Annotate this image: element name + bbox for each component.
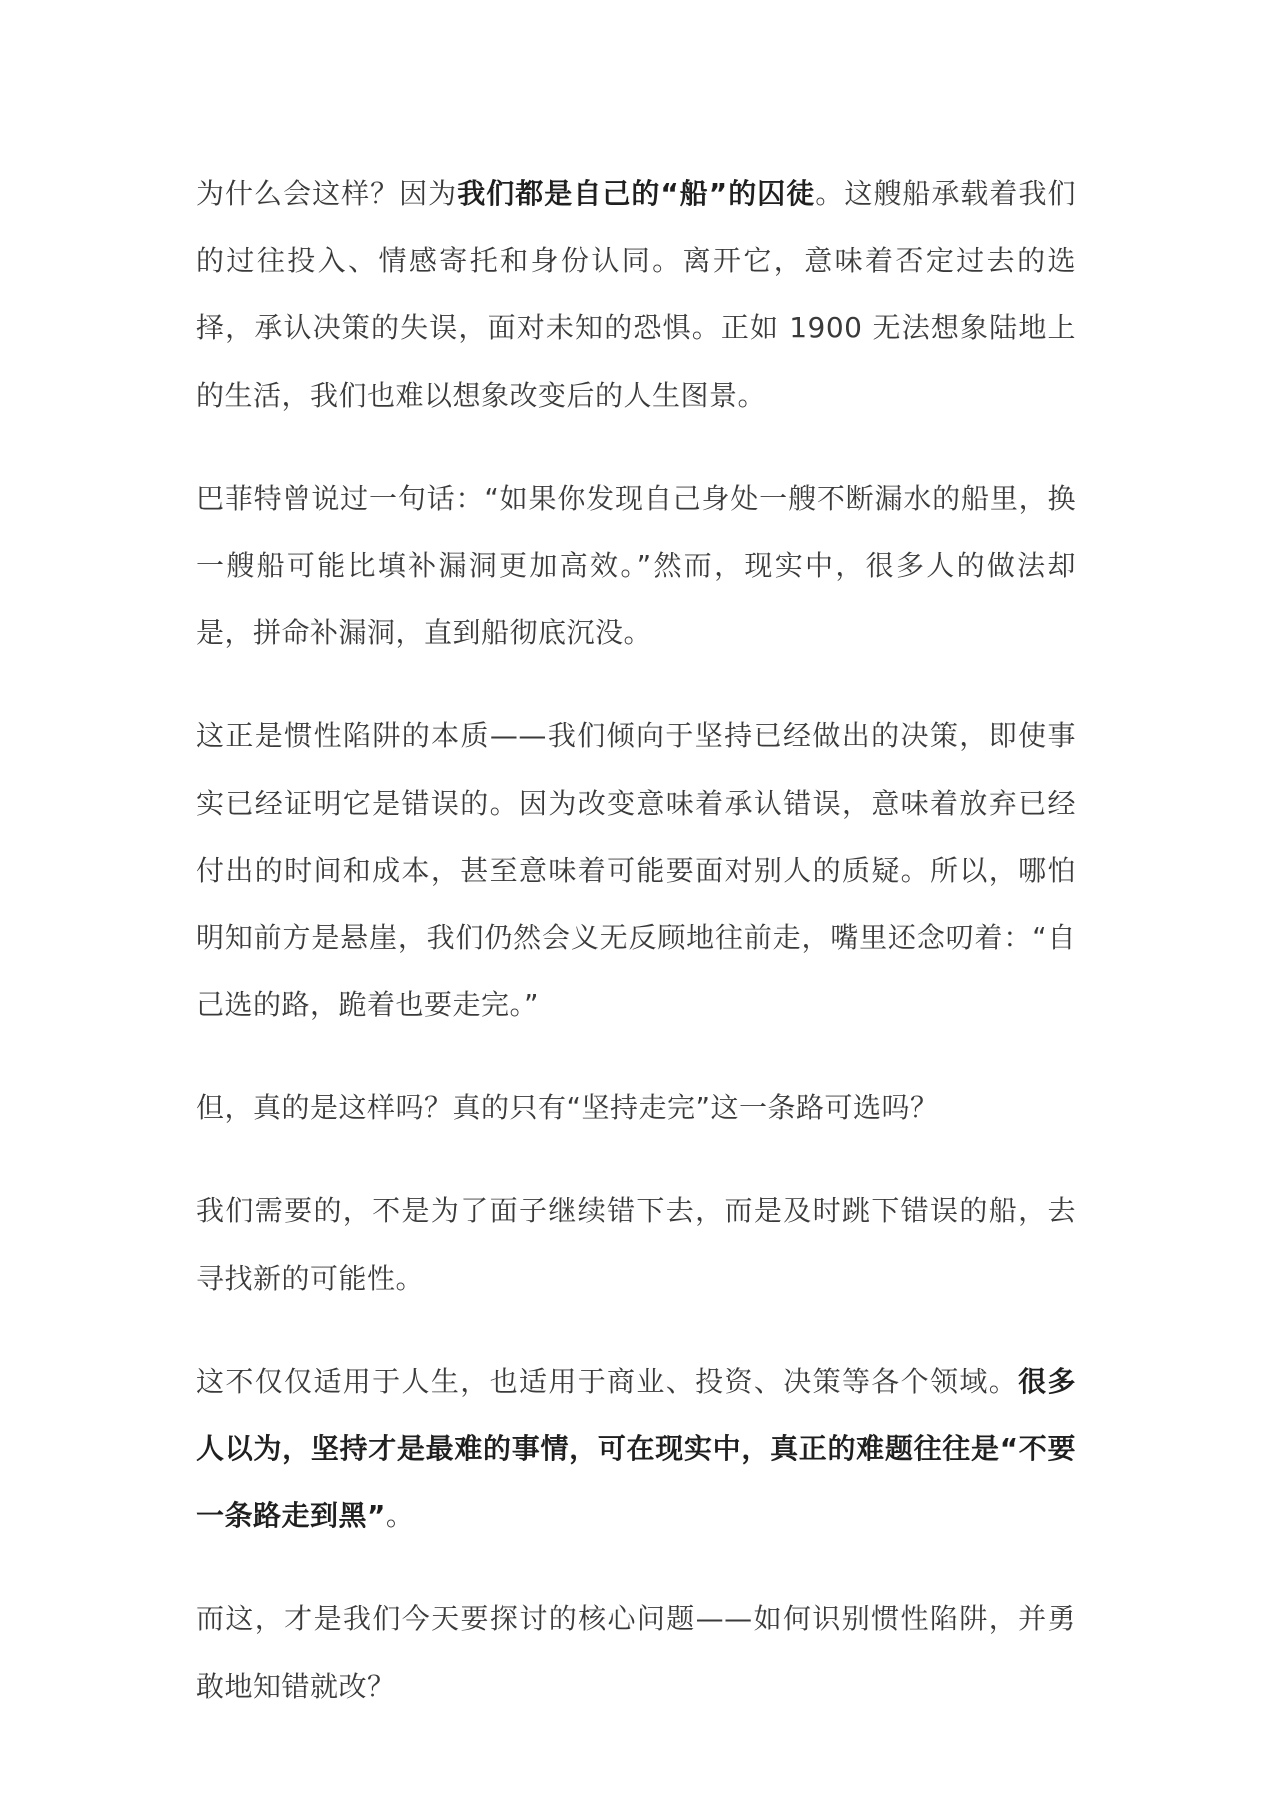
paragraph-text: 但，真的是这样吗？真的只有“坚持走完”这一条路可选吗？ [196,1091,939,1125]
paragraph-text: 而这，才是我们今天要探讨的核心问题——如何识别惯性陷阱，并勇敢地知错就改？ [196,1602,1076,1703]
paragraph-text: 这不仅仅适用于人生，也适用于商业、投资、决策等各个领域。 [196,1364,1019,1398]
paragraph-text: 这正是惯性陷阱的本质——我们倾向于坚持已经做出的决策，即使事实已经证明它是错误的。因为改变意味着承认错误，意味着放弃已经付出的时间和成本，甚至意味着可能要面对别人的质疑。所以，哪怕明知前方是悬崖，我们仍然会义无反顾地往前走，嘴里还念叨着：“自己选的路，跪着也要走完。” [196,719,1076,1022]
paragraph-text: 为什么会这样？因为 [196,177,458,210]
paragraph-3 [196,702,1076,1038]
paragraph-text: 巴菲特曾说过一句话：“如果你发现自己身处一艘不断漏水的船里，换一艘船可能比填补漏洞更加高效。”然而，现实中，很多人的做法却是，拼命补漏洞，直到船彻底沉没。 [196,481,1076,650]
paragraph-1 [196,160,1076,429]
article-body [196,160,1076,1756]
bold-emphasis: 我们都是自己的“船”的囚徒 [457,177,816,210]
paragraph-text: 。这艘船承载着我们的过往投入、情感寄托和身份认同。离开它，意味着否定过去的选择，承认决策的失误，面对未知的恐惧。正如 1900 无法想象陆地上的生活，我们也难以想象改变后的人生图景。 [196,177,1076,412]
bold-emphasis: 很多人以为，坚持才是最难的事情，可在现实中，真正的难题往往是“不要一条路走到黑” [196,1364,1076,1533]
paragraph-5 [196,1177,1076,1311]
paragraph-text: 。 [385,1499,415,1533]
paragraph-2 [196,465,1076,667]
paragraph-4 [196,1074,1076,1141]
paragraph-7 [196,1585,1076,1719]
paragraph-6 [196,1348,1076,1550]
paragraph-text: 我们需要的，不是为了面子继续错下去，而是及时跳下错误的船，去寻找新的可能性。 [196,1194,1076,1295]
